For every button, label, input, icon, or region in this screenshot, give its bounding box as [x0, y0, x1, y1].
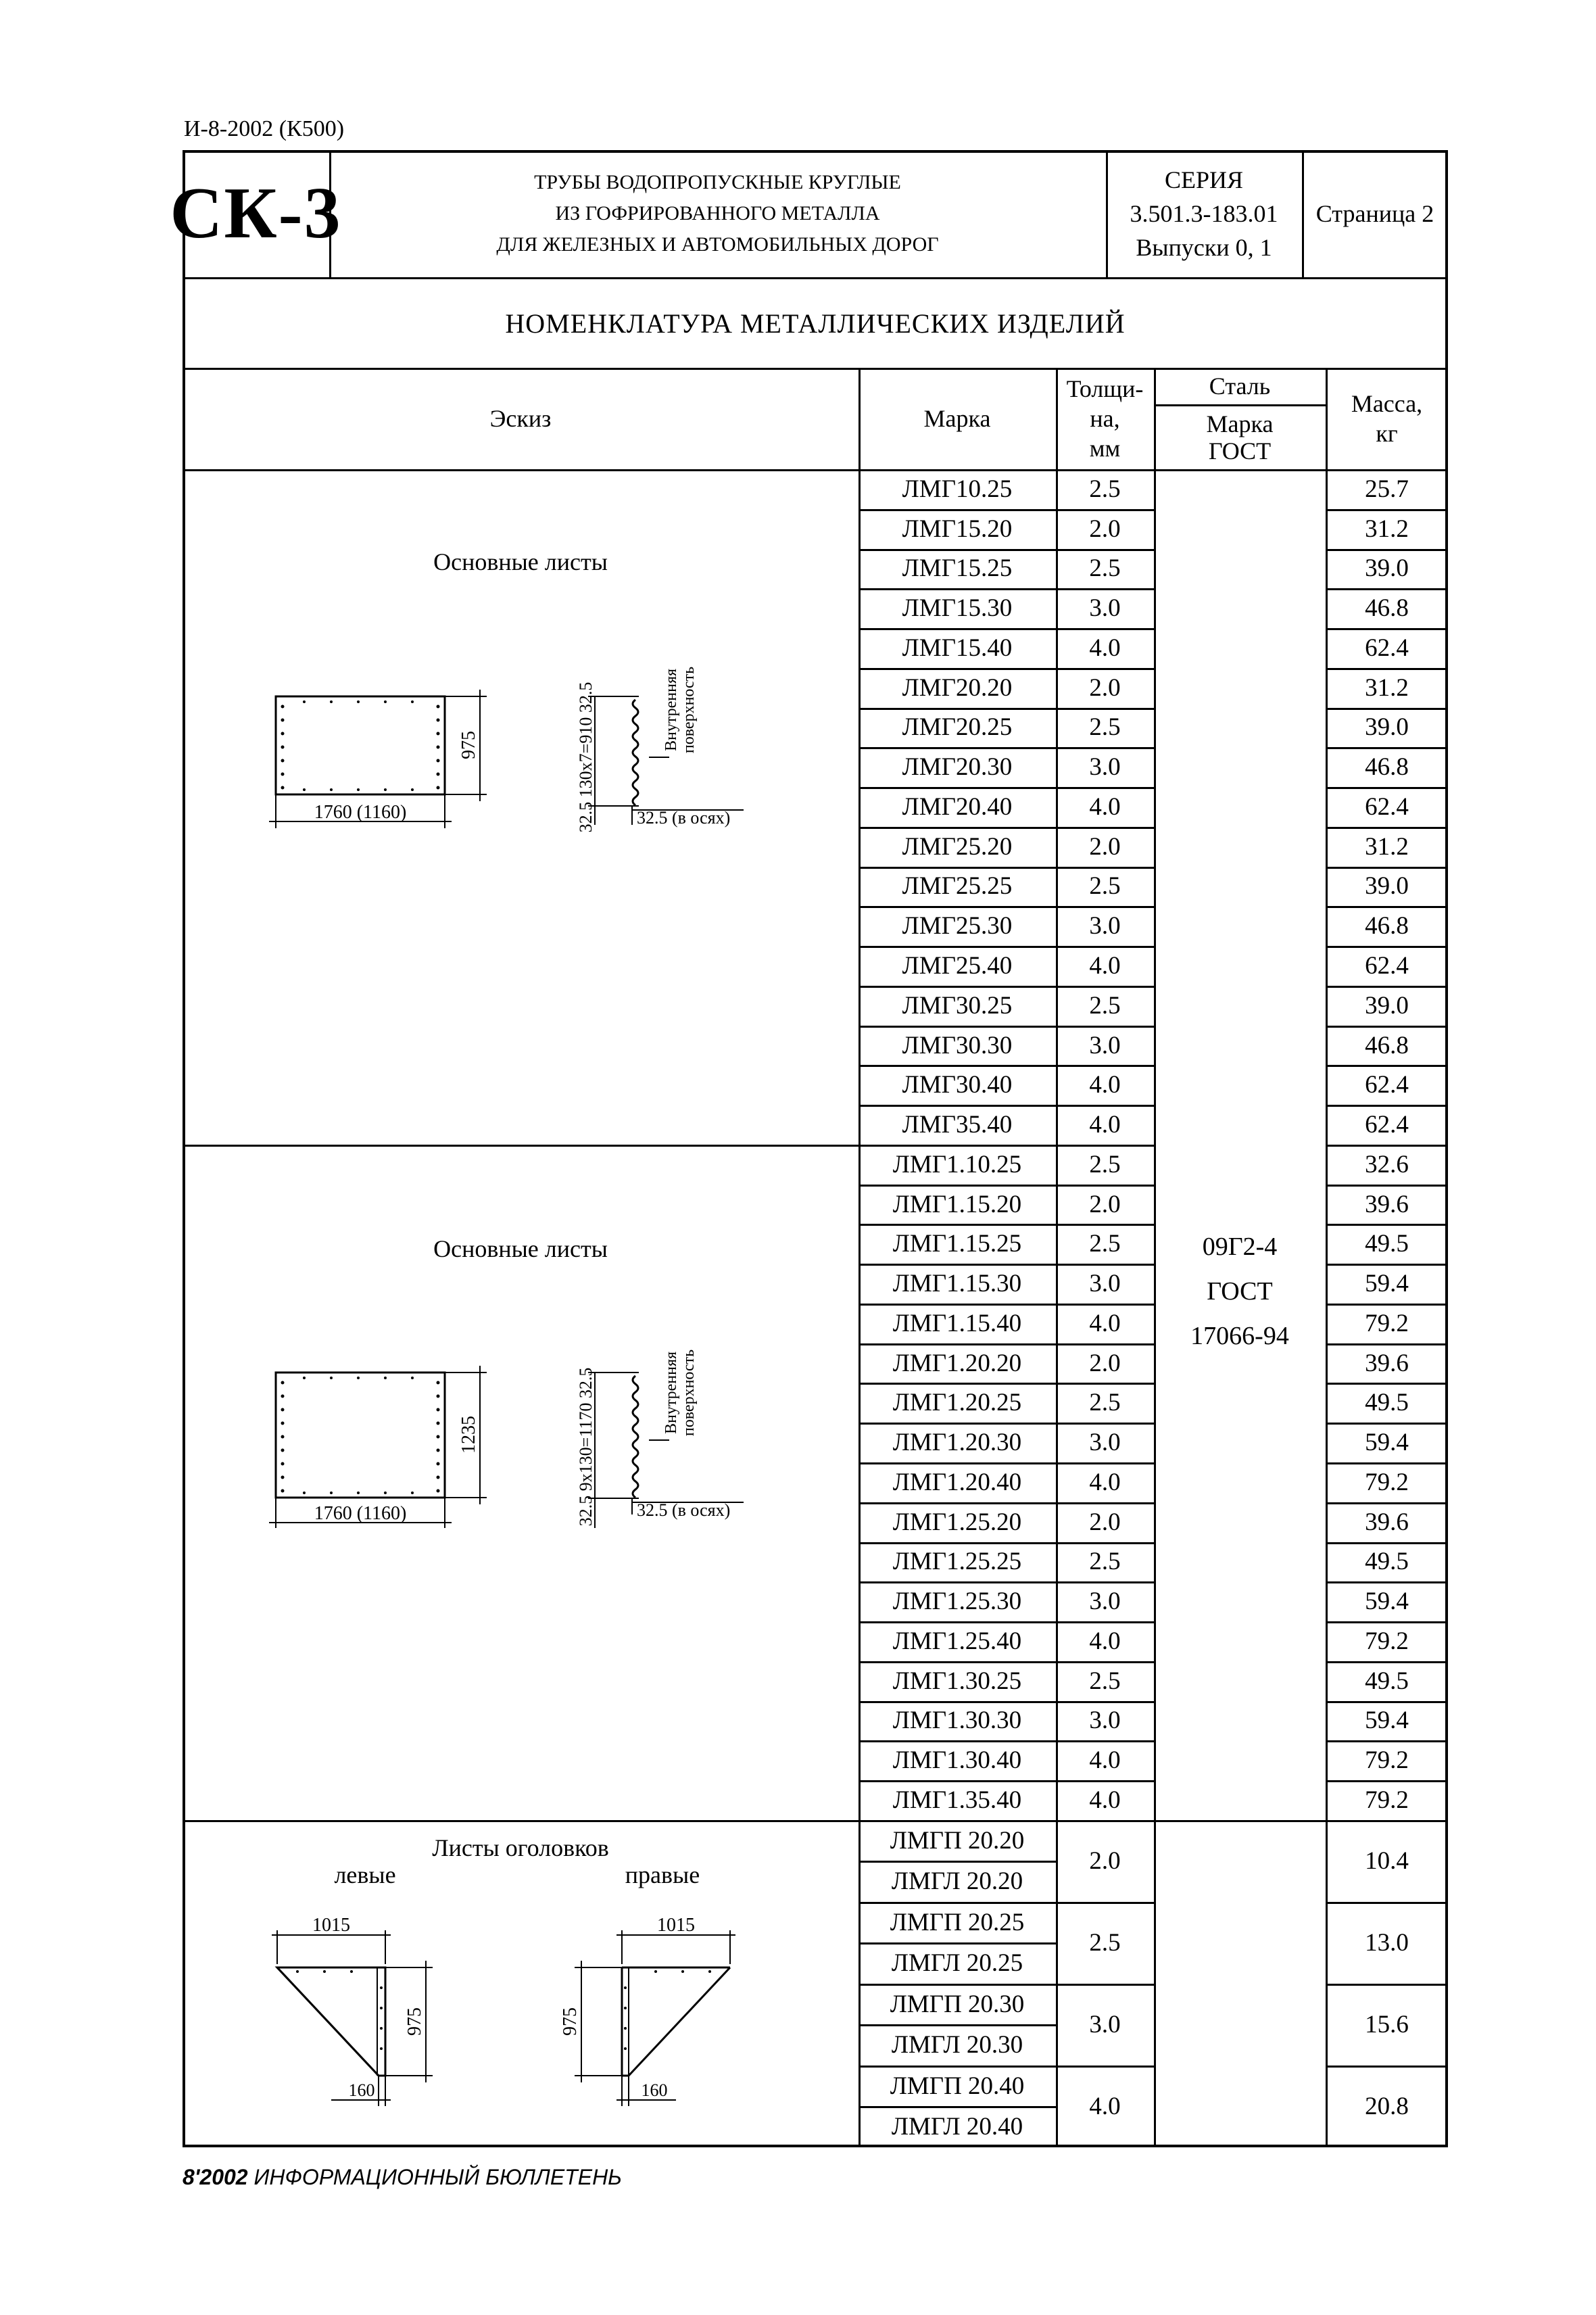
mass-cell: 32.6 — [1365, 1150, 1409, 1178]
thickness-cell: 2.5 — [1089, 1150, 1121, 1178]
mark-cell: ЛМГ20.40 — [902, 792, 1013, 821]
header-line: мм — [1089, 435, 1121, 462]
mass-cell: 59.4 — [1365, 1707, 1409, 1735]
thickness-cell: 4.0 — [1089, 951, 1121, 980]
series-label: СЕРИЯ — [1164, 166, 1244, 193]
mass-cell: 39.0 — [1365, 872, 1409, 901]
thickness-cell: 3.0 — [1089, 2010, 1121, 2038]
label-left-sheets: левые — [334, 1861, 396, 1888]
header-bottom-line — [183, 469, 1448, 471]
dimension-length: 1760 (1160) — [314, 802, 407, 823]
mass-cell: 79.2 — [1365, 1786, 1409, 1814]
thickness-cell: 2.5 — [1089, 713, 1121, 742]
section-title-main-sheets: Основные листы — [433, 548, 608, 575]
page-number: Страница 2 — [1315, 200, 1434, 227]
thickness-cell: 2.5 — [1089, 1928, 1121, 1957]
mark-cell: ЛМГП 20.25 — [890, 1908, 1025, 1936]
mass-cell: 39.0 — [1365, 713, 1409, 742]
label-inner-surface: Внутренняя — [662, 668, 680, 752]
mark-cell: ЛМГ1.25.30 — [892, 1588, 1022, 1616]
row-line — [859, 1861, 1056, 1863]
mark-cell: ЛМГ1.25.20 — [892, 1508, 1022, 1536]
title-line: ДЛЯ ЖЕЛЕЗНЫХ И АВТОМОБИЛЬНЫХ ДОРОГ — [496, 233, 939, 256]
mass-cell: 31.2 — [1365, 673, 1409, 702]
mark-cell: ЛМГ1.20.40 — [892, 1468, 1022, 1496]
series-info — [1106, 150, 1302, 277]
mass-cell: 39.6 — [1365, 1508, 1409, 1536]
thickness-cell: 2.5 — [1089, 1548, 1121, 1576]
footer-text: ИНФОРМАЦИОННЫЙ БЮЛЛЕТЕНЬ — [247, 2165, 622, 2189]
mark-cell: ЛМГ1.35.40 — [892, 1786, 1022, 1814]
document-code: И-8-2002 (К500) — [184, 116, 345, 141]
row-line — [859, 1942, 1056, 1944]
steel-grade-cell — [1154, 1217, 1326, 1366]
mark-cell: ЛМГ30.25 — [902, 991, 1013, 1020]
thickness-cell: 4.0 — [1089, 634, 1121, 662]
mark-cell: ЛМГ20.30 — [902, 753, 1013, 782]
mark-cell: ЛМГ20.20 — [902, 673, 1013, 702]
thickness-cell: 2.5 — [1089, 475, 1121, 503]
mark-cell: ЛМГ1.30.40 — [892, 1746, 1022, 1775]
column-header-mark: Марка — [923, 405, 991, 432]
thickness-cell: 3.0 — [1089, 1031, 1121, 1059]
column-header-mass — [1326, 368, 1448, 469]
mark-cell: ЛМГ1.30.25 — [892, 1667, 1022, 1695]
thickness-cell: 2.0 — [1089, 1846, 1121, 1875]
mass-cell: 59.4 — [1365, 1429, 1409, 1457]
mark-cell: ЛМГ1.30.30 — [892, 1707, 1022, 1735]
mark-cell: ЛМГ1.15.20 — [892, 1190, 1022, 1218]
dimension-axes: 32.5 (в осях) — [637, 1500, 731, 1520]
thickness-cell: 2.5 — [1089, 1230, 1121, 1258]
mass-cell: 20.8 — [1365, 2092, 1409, 2120]
mass-cell: 46.8 — [1365, 1031, 1409, 1059]
mark-cell: ЛМГ1.25.40 — [892, 1627, 1022, 1655]
dimension-height-left: 975 — [404, 2007, 425, 2036]
mass-cell: 13.0 — [1365, 1928, 1409, 1957]
mass-cell: 31.2 — [1365, 515, 1409, 543]
dimension-side: 32.5 130x7=910 32.5 — [576, 682, 596, 833]
label-right-sheets: правые — [625, 1861, 700, 1888]
mass-cell: 79.2 — [1365, 1309, 1409, 1337]
title-line: ИЗ ГОФРИРОВАННОГО МЕТАЛЛА — [555, 202, 880, 224]
thickness-cell: 2.0 — [1089, 1349, 1121, 1377]
thickness-cell: 3.0 — [1089, 753, 1121, 782]
mark-cell: ЛМГ1.15.40 — [892, 1309, 1022, 1337]
steel-grade: 09Г2-4 — [1202, 1233, 1278, 1261]
header-line: Толщи- — [1066, 375, 1144, 402]
mass-cell: 62.4 — [1365, 634, 1409, 662]
mark-cell: ЛМГ35.40 — [902, 1111, 1013, 1139]
series-number: 3.501.3-183.01 — [1130, 200, 1278, 227]
mass-cell: 49.5 — [1365, 1230, 1409, 1258]
mark-cell: ЛМГ1.25.25 — [892, 1548, 1022, 1576]
thickness-cell: 2.0 — [1089, 1508, 1121, 1536]
row-line — [1154, 1820, 1326, 1822]
sketch-main-sheet-975 — [257, 622, 811, 879]
mass-cell: 46.8 — [1365, 912, 1409, 940]
thickness-cell: 4.0 — [1089, 1111, 1121, 1139]
dimension-height: 1235 — [458, 1416, 479, 1454]
document-title — [329, 150, 1106, 277]
section-divider — [183, 1145, 859, 1147]
thickness-cell: 4.0 — [1089, 792, 1121, 821]
thickness-cell: 2.5 — [1089, 1667, 1121, 1695]
mass-cell: 79.2 — [1365, 1468, 1409, 1496]
series-logo: СК-3 — [170, 173, 342, 254]
mark-cell: ЛМГ20.25 — [902, 713, 1013, 742]
thickness-cell: 2.0 — [1089, 832, 1121, 861]
dimension-top-right: 1015 — [657, 1915, 695, 1936]
thickness-cell: 2.5 — [1089, 991, 1121, 1020]
mass-cell: 46.8 — [1365, 594, 1409, 623]
mark-cell: ЛМГП 20.30 — [890, 1990, 1025, 2018]
dimension-bottom-right: 160 — [641, 2080, 668, 2100]
sketch-main-sheet-1235 — [257, 1312, 811, 1569]
mark-cell: ЛМГ15.30 — [902, 594, 1013, 623]
mark-cell: ЛМГ10.25 — [902, 475, 1013, 503]
table-title: НОМЕНКЛАТУРА МЕТАЛЛИЧЕСКИХ ИЗДЕЛИЙ — [505, 308, 1126, 339]
mark-cell: ЛМГ25.20 — [902, 832, 1013, 861]
mass-cell: 49.5 — [1365, 1667, 1409, 1695]
column-header-steel: Сталь — [1209, 373, 1271, 400]
thickness-cell: 2.5 — [1089, 554, 1121, 583]
mark-cell: ЛМГЛ 20.30 — [891, 2031, 1023, 2059]
thickness-cell: 4.0 — [1089, 1071, 1121, 1099]
thickness-cell: 4.0 — [1089, 2092, 1121, 2120]
column-header-sketch: Эскиз — [489, 405, 552, 432]
mark-cell: ЛМГ1.20.30 — [892, 1429, 1022, 1457]
header-line: Марка — [1206, 410, 1274, 437]
mass-cell: 39.0 — [1365, 991, 1409, 1020]
thickness-cell: 2.0 — [1089, 515, 1121, 543]
thickness-cell: 3.0 — [1089, 1707, 1121, 1735]
dimension-bottom-left: 160 — [348, 2080, 375, 2100]
dimension-height: 975 — [458, 731, 479, 759]
thickness-cell: 2.0 — [1089, 1190, 1121, 1218]
mass-cell: 39.0 — [1365, 554, 1409, 583]
mass-cell: 62.4 — [1365, 1111, 1409, 1139]
footer-year: 8'2002 — [183, 2165, 248, 2189]
thickness-cell: 3.0 — [1089, 912, 1121, 940]
mass-cell: 31.2 — [1365, 832, 1409, 861]
dimension-side: 32.5 9x130=1170 32.5 — [576, 1367, 596, 1527]
thickness-cell: 4.0 — [1089, 1627, 1121, 1655]
sketch-head-sheets — [257, 1893, 838, 2137]
series-issues: Выпуски 0, 1 — [1136, 234, 1272, 261]
mass-cell: 49.5 — [1365, 1389, 1409, 1417]
mark-cell: ЛМГ30.40 — [902, 1071, 1013, 1099]
mark-cell: ЛМГ1.20.20 — [892, 1349, 1022, 1377]
mark-cell: ЛМГ1.20.25 — [892, 1389, 1022, 1417]
header-line: на, — [1090, 405, 1120, 432]
section-title-main-sheets: Основные листы — [433, 1235, 608, 1262]
mark-cell: ЛМГЛ 20.40 — [891, 2113, 1023, 2141]
mass-cell: 49.5 — [1365, 1548, 1409, 1576]
mark-cell: ЛМГ15.40 — [902, 634, 1013, 662]
mass-cell: 79.2 — [1365, 1627, 1409, 1655]
thickness-cell: 4.0 — [1089, 1309, 1121, 1337]
mass-cell: 59.4 — [1365, 1588, 1409, 1616]
thickness-cell: 3.0 — [1089, 1588, 1121, 1616]
mass-cell: 79.2 — [1365, 1746, 1409, 1775]
thickness-cell: 4.0 — [1089, 1786, 1121, 1814]
column-header-thickness — [1056, 368, 1154, 469]
mass-cell: 59.4 — [1365, 1270, 1409, 1298]
mark-cell: ЛМГ25.25 — [902, 872, 1013, 901]
mark-cell: ЛМГ1.10.25 — [892, 1150, 1022, 1178]
mark-cell: ЛМГ30.30 — [902, 1031, 1013, 1059]
mass-cell: 62.4 — [1365, 792, 1409, 821]
thickness-cell: 4.0 — [1089, 1746, 1121, 1775]
row-line — [859, 2106, 1056, 2108]
mass-cell: 25.7 — [1365, 475, 1409, 503]
thickness-cell: 3.0 — [1089, 594, 1121, 623]
label-inner-surface: поверхность — [680, 666, 698, 754]
dimension-top-left: 1015 — [312, 1915, 350, 1936]
mark-cell: ЛМГ25.30 — [902, 912, 1013, 940]
mass-cell: 39.6 — [1365, 1349, 1409, 1377]
thickness-cell: 3.0 — [1089, 1429, 1121, 1457]
dimension-height-right: 975 — [560, 2007, 581, 2036]
mass-cell: 62.4 — [1365, 951, 1409, 980]
mark-cell: ЛМГ1.15.25 — [892, 1230, 1022, 1258]
mark-cell: ЛМГ15.20 — [902, 515, 1013, 543]
thickness-cell: 3.0 — [1089, 1270, 1121, 1298]
mark-cell: ЛМГ1.15.30 — [892, 1270, 1022, 1298]
mark-cell: ЛМГЛ 20.25 — [891, 1949, 1023, 1978]
mark-cell: ЛМГ25.40 — [902, 951, 1013, 980]
mark-cell: ЛМГЛ 20.20 — [891, 1867, 1023, 1896]
steel-standard-number: 17066-94 — [1190, 1322, 1289, 1350]
column-header-steel-grade — [1154, 406, 1326, 469]
section-divider — [183, 1820, 859, 1822]
label-inner-surface: Внутренняя — [662, 1351, 680, 1435]
header-line: кг — [1376, 420, 1398, 447]
dimension-length: 1760 (1160) — [314, 1503, 407, 1524]
thickness-cell: 4.0 — [1089, 1468, 1121, 1496]
dimension-axes: 32.5 (в осях) — [637, 808, 731, 828]
mark-cell: ЛМГП 20.40 — [890, 2072, 1025, 2100]
title-line: ТРУБЫ ВОДОПРОПУСКНЫЕ КРУГЛЫЕ — [534, 171, 901, 193]
header-line: Масса, — [1351, 390, 1423, 417]
mass-cell: 46.8 — [1365, 753, 1409, 782]
mass-cell: 62.4 — [1365, 1071, 1409, 1099]
mass-cell: 39.6 — [1365, 1190, 1409, 1218]
mass-cell: 15.6 — [1365, 2010, 1409, 2038]
label-inner-surface: поверхность — [680, 1349, 698, 1437]
footer — [183, 2165, 622, 2190]
section-title-head-sheets: Листы оголовков — [432, 1834, 609, 1861]
thickness-cell: 2.0 — [1089, 673, 1121, 702]
steel-standard: ГОСТ — [1207, 1277, 1273, 1306]
mass-cell: 10.4 — [1365, 1846, 1409, 1875]
thickness-cell: 2.5 — [1089, 1389, 1121, 1417]
mark-cell: ЛМГ15.25 — [902, 554, 1013, 583]
header-line: ГОСТ — [1208, 437, 1272, 464]
thickness-cell: 2.5 — [1089, 872, 1121, 901]
row-line — [859, 2024, 1056, 2026]
mark-cell: ЛМГП 20.20 — [890, 1826, 1025, 1855]
